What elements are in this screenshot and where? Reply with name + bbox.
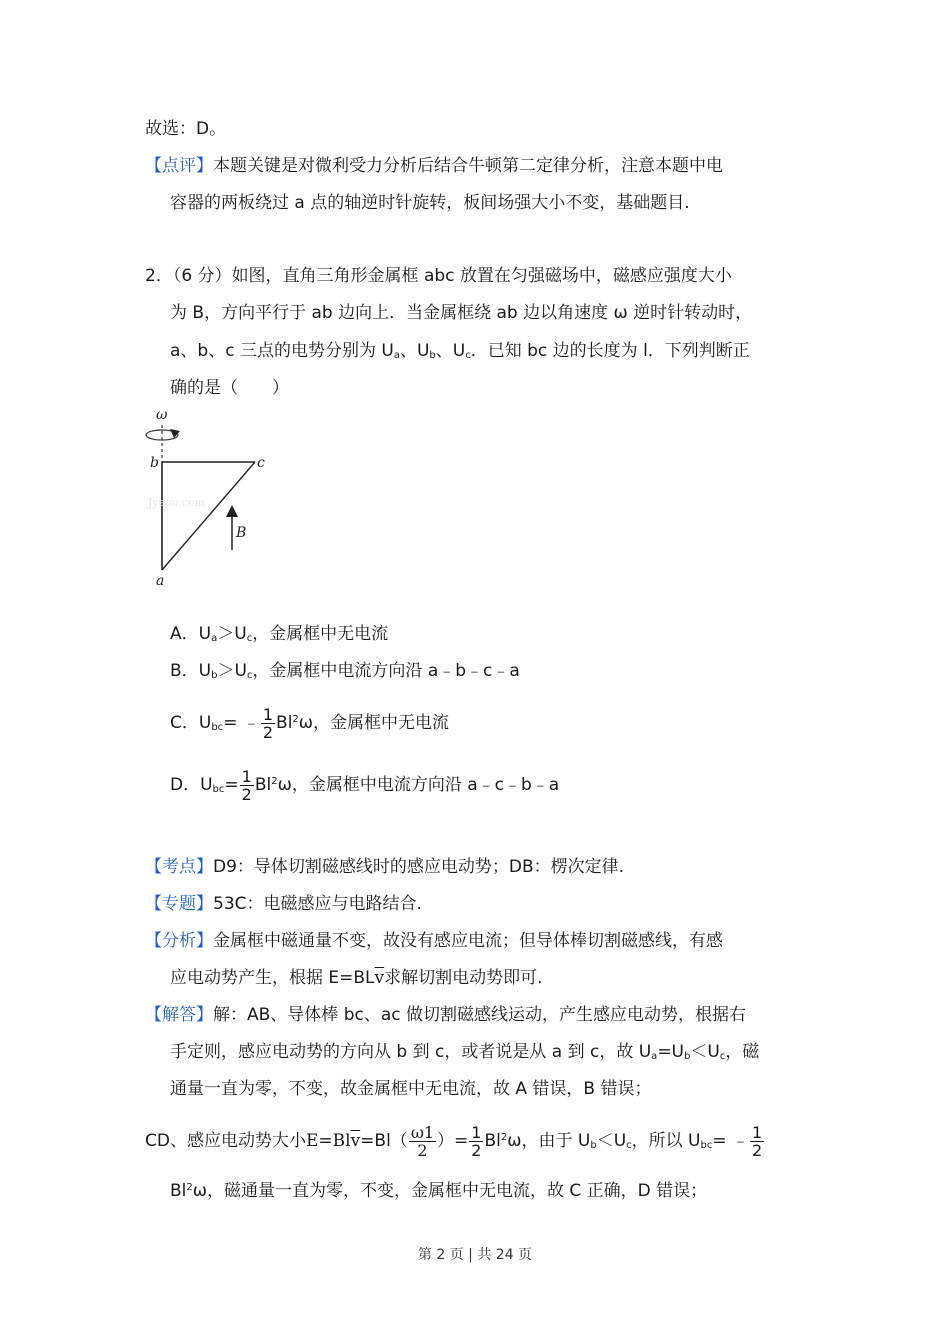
option-text: Bl: [276, 713, 293, 733]
cd-sup: 2: [500, 1132, 508, 1143]
cd-sub: c: [626, 1140, 632, 1151]
cd-text: Bl: [484, 1131, 501, 1151]
jieda-tag: 【解答】: [145, 1005, 213, 1025]
jieda-sub: b: [684, 1051, 691, 1062]
triangle-frame-figure: [140, 405, 300, 595]
q-sub: a: [393, 350, 400, 361]
q-text: a、b、c 三点的电势分别为 U: [170, 341, 394, 361]
jieda-sub: c: [719, 1051, 726, 1062]
fraction-den: 2: [417, 1140, 428, 1160]
comment-line-2: 容器的两板绕过 a 点的轴逆时针旋转，板间场强大小不变，基础题目.: [170, 193, 690, 213]
jieda-line-3: 通量一直为零，不变，故金属框中无电流，故 A 错误，B 错误；: [170, 1079, 652, 1099]
q-text: ．已知 bc 边的长度为 l．下列判断正: [470, 341, 750, 361]
jieda-text: 解：AB、导体棒 bc、ac 做切割磁感线运动，产生感应电动势，根据右: [213, 1005, 747, 1025]
jieda-line-2: [170, 1041, 759, 1068]
fraction-num: 1: [752, 1122, 763, 1142]
kaodian-tag: 【考点】: [145, 857, 213, 877]
jieda-text: 手定则，感应电动势的方向从 b 到 c，或者说是从 a 到 c，故 U: [170, 1042, 652, 1062]
cd-text: ＜U: [596, 1131, 627, 1151]
q-text: 、U: [435, 341, 466, 361]
q-sub: b: [429, 350, 436, 361]
field-B-label: B: [236, 525, 247, 541]
jieda-text: ＜U: [690, 1042, 720, 1062]
option-a: [170, 623, 388, 650]
option-sub: b: [211, 670, 218, 681]
fraction: [240, 768, 254, 803]
q-sub: c: [465, 350, 471, 361]
question-text: 如图，直角三角形金属框 abc 放置在匀强磁场中，磁感应强度大小: [231, 266, 732, 286]
fraction-den: 2: [752, 1140, 763, 1160]
cd-formula: E=Bl: [305, 1131, 351, 1151]
question-line-4: 确的是（ ）: [170, 378, 289, 398]
omega-label: ω: [156, 407, 168, 423]
cd-line-2: [170, 1177, 707, 1202]
fraction-den: 2: [241, 784, 252, 804]
cd-text: ω，由于 U: [507, 1131, 591, 1151]
option-text: Bl: [254, 775, 272, 795]
watermark: Jyeoo.com: [148, 496, 205, 509]
page-footer: 第 2 页 | 共 24 页: [417, 1247, 533, 1263]
fenxi-line-1: [145, 930, 723, 952]
cd-text: =Bl（: [360, 1131, 408, 1151]
option-text: ω，金属框中电流方向沿 a﹣c﹣b﹣a: [277, 775, 560, 795]
zhuanti-tag: 【专题】: [145, 894, 213, 914]
comment-tag: 【点评】: [145, 156, 213, 176]
option-sub: bc: [212, 784, 225, 795]
option-text: ＞U: [217, 624, 247, 644]
option-text: U: [198, 624, 212, 644]
fraction-num: 1: [262, 704, 274, 724]
kaodian-line: [145, 856, 624, 878]
question-number: 2．: [145, 266, 173, 286]
jieda-text: ，磁: [725, 1042, 760, 1062]
cd-text: ，所以 U: [631, 1131, 701, 1151]
fraction-den: 2: [262, 722, 274, 742]
jieda-sub: a: [651, 1051, 658, 1062]
option-sub: a: [211, 633, 218, 644]
fenxi-text: 求解切割电动势即可.: [384, 968, 543, 988]
option-text: U: [198, 661, 212, 681]
comment-line-1: [145, 155, 723, 177]
option-letter: B．: [170, 661, 199, 681]
vertex-b-label: b: [150, 455, 159, 471]
option-text: ，金属框中无电流: [252, 624, 389, 644]
fraction: [261, 706, 275, 741]
fenxi-line-2: [170, 967, 543, 989]
option-sup: 2: [292, 714, 299, 725]
option-d: [170, 762, 559, 810]
q-text: 、U: [399, 341, 430, 361]
cd-sub: bc: [700, 1140, 713, 1151]
question-score: （6 分）: [172, 266, 232, 286]
option-text: ＞U: [217, 661, 247, 681]
cd-text: ）=: [437, 1131, 469, 1151]
cd-line-1: [145, 1118, 765, 1166]
option-c: [170, 700, 449, 748]
fraction-num: ω1: [410, 1122, 435, 1142]
option-b: [170, 660, 520, 687]
question-line-2: 为 B，方向平行于 ab 边向上．当金属框绕 ab 边以角速度 ω 逆时针转动时，: [170, 303, 753, 323]
fraction-den: 2: [471, 1140, 482, 1160]
option-letter: C．: [170, 713, 199, 733]
cd-sub: b: [590, 1140, 597, 1151]
fenxi-text: 金属框中磁通量不变，故没有感应电流；但导体棒切割磁感线，有感: [213, 931, 723, 951]
fraction: [750, 1124, 764, 1159]
v-bar: $\overline{v}$: [350, 1131, 361, 1151]
previous-answer: 故选：D。: [145, 119, 227, 139]
cd-text: Bl: [170, 1181, 187, 1201]
option-letter: A．: [170, 624, 199, 644]
comment-text: 本题关键是对微利受力分析后结合牛顿第二定律分析，注意本题中电: [213, 156, 723, 176]
zhuanti-text: 53C：电磁感应与电路结合.: [213, 894, 422, 914]
cd-text: ω，磁通量一直为零，不变，金属框中无电流，故 C 正确，D 错误；: [192, 1181, 708, 1201]
fenxi-tag: 【分析】: [145, 931, 213, 951]
fraction: [409, 1124, 436, 1159]
option-text: = ﹣: [223, 713, 260, 733]
fraction: [469, 1124, 483, 1159]
jieda-line-1: [145, 1004, 746, 1026]
option-sup: 2: [271, 776, 278, 787]
v-bar: $\overline{v}$: [374, 968, 385, 988]
option-text: =: [224, 775, 239, 795]
cd-text: = ﹣: [712, 1131, 750, 1151]
vertex-c-label: c: [257, 455, 265, 471]
option-sub: c: [246, 633, 253, 644]
jieda-text: =U: [657, 1042, 684, 1062]
fenxi-text: 应电动势产生，根据 E=BL: [170, 968, 375, 988]
option-text: ，金属框中电流方向沿 a﹣b﹣c﹣a: [252, 661, 520, 681]
cd-sup: 2: [186, 1182, 193, 1193]
fraction-num: 1: [471, 1122, 482, 1142]
option-text: U: [198, 713, 212, 733]
question-line-3: [170, 340, 750, 367]
question-line-1: [145, 265, 732, 287]
option-text: ω，金属框中无电流: [298, 713, 450, 733]
fraction-num: 1: [241, 766, 252, 786]
option-sub: c: [246, 670, 253, 681]
cd-text: CD、感应电动势大小: [145, 1131, 306, 1151]
option-sub: bc: [211, 722, 224, 733]
vertex-a-label: a: [156, 573, 165, 589]
option-text: U: [200, 775, 213, 795]
option-letter: D．: [170, 775, 201, 795]
kaodian-text: D9：导体切割磁感线时的感应电动势；DB：楞次定律.: [213, 857, 625, 877]
zhuanti-line: [145, 893, 422, 915]
